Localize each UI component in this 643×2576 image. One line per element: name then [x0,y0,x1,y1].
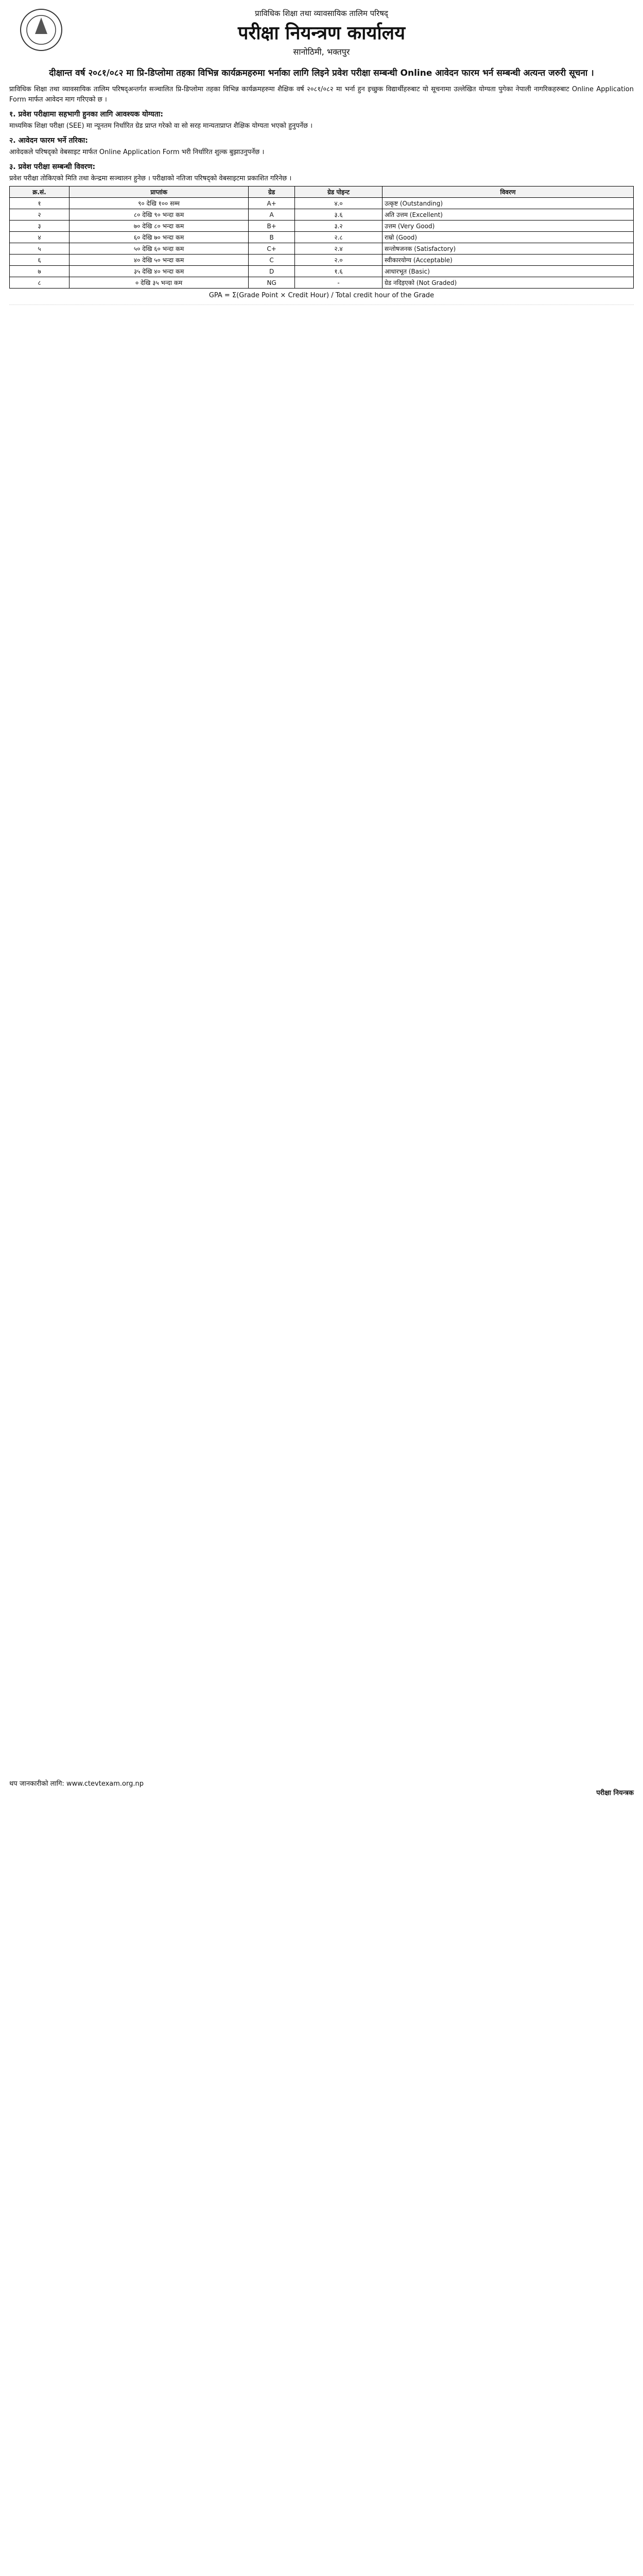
cell: ८ [10,277,69,289]
cell: राम्रो (Good) [383,232,634,243]
table-row [10,243,634,255]
cell: A [249,209,295,221]
header [9,8,634,65]
notice-title: दीक्षान्त वर्ष २०८१/०८२ मा प्रि-डिप्लोमा तहका विभिन्न कार्यक्रमहरुमा भर्नाका लागि लिइने प्रवेश परीक्षा सम्बन्धी Online आवेदन फारम भर्न सम्बन्धी अत्यन्त जरुरी सूचना । [49,68,594,78]
section-1 [9,109,634,131]
cell: B [249,232,295,243]
gpa-formula: GPA = Σ(Grade Point × Credit Hour) / Total credit hour of the Grade [208,292,435,300]
col-header: विवरण [383,187,634,198]
col-header: ग्रेड पोइन्ट [294,187,382,198]
table-row [10,266,634,277]
table-row [10,255,634,266]
cell: ६० देखि ७० भन्दा कम [69,232,248,243]
cell: D [249,266,295,277]
section-text: प्रवेश परीक्षा तोकिएको मिति तथा केन्द्रमा सञ्चालन हुनेछ । परीक्षाको नतिजा परिषद्‌को वेबसाइटमा प्रकाशित गरिनेछ । [9,175,292,183]
contact-line: थप जानकारीको लागि: www.ctevtexam.org.np [9,1780,144,1788]
section-title: २. आवेदन फारम भर्ने तरिका: [9,136,88,145]
section-title: १. प्रवेश परीक्षामा सहभागी हुनका लागि आवश्यक योग्यता: [9,110,163,118]
cell: ५ [10,243,69,255]
table-row [10,277,634,289]
section-2 [9,135,634,158]
cell: ८० देखि ९० भन्दा कम [69,209,248,221]
table-row [10,232,634,243]
office-name: परीक्षा नियन्त्रण कार्यालय [238,22,405,44]
cell: सन्तोषजनक (Satisfactory) [383,243,634,255]
cell: B+ [249,221,295,232]
intro-paragraph: प्राविधिक शिक्षा तथा व्यावसायिक तालिम परिषद्‌अन्तर्गत सञ्चालित प्रि-डिप्लोमा तहका विभिन्न कार्यक्रमहरुमा शैक्षिक वर्ष २०८१/०८२ मा भर्ना हुन इच्छुक विद्यार्थीहरुबाट यो सूचनामा उल्लेखित योग्यता पुगेका नेपाली नागरिकहरुबाट Online Application Form मार्फत आवेदन माग गरिएको छ । [9,85,634,104]
col-header: ग्रेड [249,187,295,198]
cell: ९० देखि १०० सम्म [69,198,248,209]
cell: ३५ देखि ४० भन्दा कम [69,266,248,277]
signatory: परीक्षा नियन्त्रक [596,1789,634,1798]
cell: ४.० [294,198,382,209]
grade-table [9,186,634,289]
cell: ० देखि ३५ भन्दा कम [69,277,248,289]
col-header: क्र.सं. [10,187,69,198]
emblem-icon [20,8,63,52]
cell: ग्रेड नदिइएको (Not Graded) [383,277,634,289]
cell: अति उत्तम (Excellent) [383,209,634,221]
cell: उत्तम (Very Good) [383,221,634,232]
cell: उत्कृष्ट (Outstanding) [383,198,634,209]
table-row [10,198,634,209]
table-row [10,209,634,221]
cell: २.० [294,255,382,266]
content-continuation [9,304,634,1773]
section-3 [9,162,634,184]
section-title: ३. प्रवेश परीक्षा सम्बन्धी विवरण: [9,163,96,172]
cell: ३.६ [294,209,382,221]
cell: ३.२ [294,221,382,232]
col-header: प्राप्तांक [69,187,248,198]
cell: ५० देखि ६० भन्दा कम [69,243,248,255]
cell: २.८ [294,232,382,243]
cell: १.६ [294,266,382,277]
cell: C+ [249,243,295,255]
cell: ७० देखि ८० भन्दा कम [69,221,248,232]
footer [9,1778,634,1802]
cell: स्वीकारयोग्य (Acceptable) [383,255,634,266]
cell: ४० देखि ५० भन्दा कम [69,255,248,266]
office-location: सानोठिमी, भक्तपुर [293,47,350,57]
council-name: प्राविधिक शिक्षा तथा व्यावसायिक तालिम परिषद् [255,9,388,18]
cell: C [249,255,295,266]
cell: २.४ [294,243,382,255]
cell: A+ [249,198,295,209]
table-row [10,221,634,232]
cell: NG [249,277,295,289]
cell: ३ [10,221,69,232]
cell: ७ [10,266,69,277]
cell: - [294,277,382,289]
section-text: आवेदकले परिषद्‌को वेबसाइट मार्फत Online Application Form भरी निर्धारित शुल्क बुझाउनुपर्नेछ । [9,148,265,156]
section-text: माध्यमिक शिक्षा परीक्षा (SEE) मा न्यूनतम निर्धारित ग्रेड प्राप्त गरेको वा सो सरह मान्यताप्राप्त शैक्षिक योग्यता भएको हुनुपर्नेछ । [9,122,313,130]
cell: ४ [10,232,69,243]
cell: ६ [10,255,69,266]
cell: १ [10,198,69,209]
cell: २ [10,209,69,221]
cell: आधारभूत (Basic) [383,266,634,277]
